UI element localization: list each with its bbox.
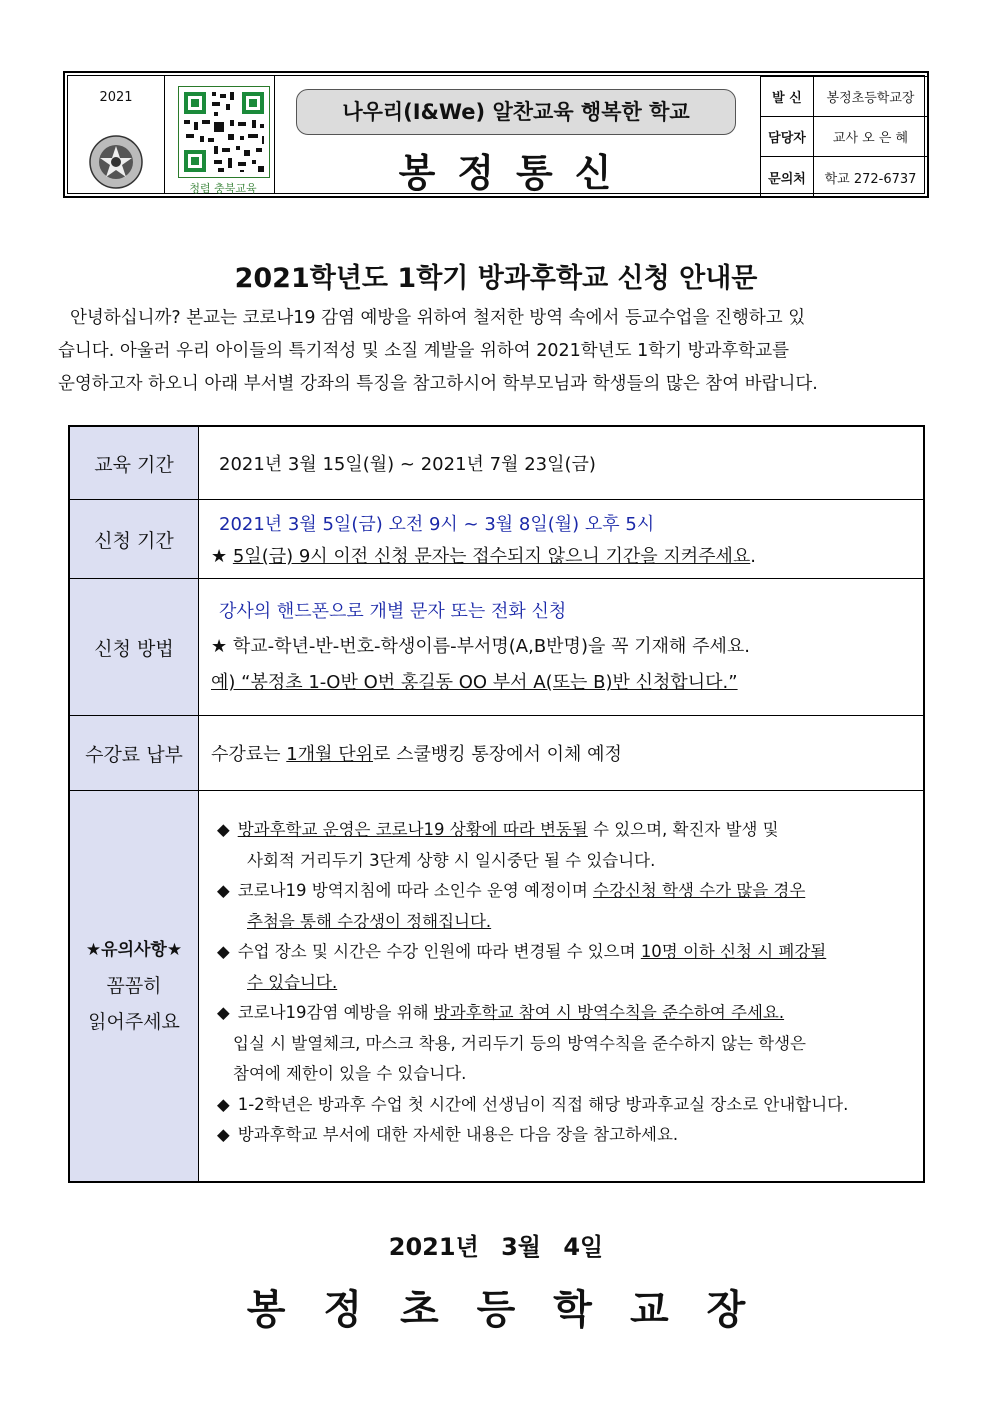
newsletter-title: 봉정통신 [398, 151, 634, 195]
note-item [217, 998, 992, 1029]
note-continuation: 입실 시 발열체크, 마스크 착용, 거리두기 등의 방역수칙을 준수하지 않는 학생은 [233, 1033, 806, 1053]
fee-payment-label: 수강료 납부 [70, 716, 199, 790]
newsletter-header [63, 71, 929, 198]
row-fee-payment [70, 716, 923, 791]
note-text: 사회적 거리두기 3단계 상향 시 일시중단 될 수 있습니다. [247, 850, 656, 870]
info-table [68, 425, 925, 1183]
apply-period-label: 신청 기간 [70, 500, 199, 578]
note-text: 1-2학년은 방과후 수업 첫 시간에 선생님이 직접 해당 방과후교실 장소로 안내합니다. [237, 1094, 849, 1114]
note-continuation [217, 968, 992, 999]
note-text: 추첨을 통해 수강생이 정해집니다. [247, 911, 492, 931]
intro-line: 습니다. 아울러 우리 아이들의 특기적성 및 소질 계발을 위하여 2021학년도 1학기 방과후학교를 [58, 341, 790, 361]
sender-value: 봉정초등학교장 [814, 77, 928, 117]
diamond-bullet-icon: ◆ [217, 881, 230, 900]
apply-method-label: 신청 방법 [70, 579, 199, 715]
contact-person-label: 담당자 [761, 117, 814, 157]
note-text: 수 있습니다. [247, 972, 338, 992]
note-item [217, 1090, 992, 1121]
note-item [217, 876, 992, 907]
sender-info-table [760, 76, 928, 198]
education-period-value: 2021년 3월 15일(월) ~ 2021년 7월 23일(금) [219, 454, 596, 475]
note-text: 방과후학교 참여 시 방역수칙을 준수하여 주세요. [433, 1003, 785, 1022]
notes-label [70, 791, 199, 1181]
intro-line: 운영하고자 하오니 아래 부서별 강좌의 특징을 참고하시어 학부모님과 학생들의 많은 참여 바랍니다. [58, 374, 818, 394]
principal-signature: 봉정초등학교장 [246, 1287, 784, 1333]
diamond-bullet-icon: ◆ [217, 1003, 230, 1022]
note-continuation [217, 907, 992, 938]
fee-unit: 1개월 단위 [286, 744, 374, 765]
inquiry-phone: 학교 272-6737 [814, 157, 928, 198]
note-text: 방과후학교 부서에 대한 자세한 내용은 다음 장을 참고하세요. [237, 1125, 679, 1144]
row-education-period [70, 427, 923, 500]
row-apply-period [70, 500, 923, 579]
sender-label: 발 신 [761, 77, 814, 117]
document-title: 2021학년도 1학기 방과후학교 신청 안내문 [234, 263, 758, 294]
note-text: 코로나19 방역지침에 따라 소인수 운영 예정이며 [237, 881, 594, 900]
apply-period-warning-text: 5일(금) 9시 이전 신청 문자는 접수되지 않으니 기간을 지켜주세요 [232, 546, 751, 567]
note-item [217, 937, 992, 968]
note-text: 수업 장소 및 시간은 수강 인원에 따라 변경될 수 있으며 [237, 942, 641, 961]
row-apply-method [70, 579, 923, 716]
note-text: 방과후학교 운영은 코로나19 상황에 따라 변동될 [237, 820, 588, 839]
document-date: 2021년 3월 4일 [388, 1233, 604, 1261]
diamond-bullet-icon: ◆ [217, 1125, 230, 1144]
education-period-label: 교육 기간 [70, 427, 199, 499]
note-text: 코로나19감염 예방을 위해 [237, 1003, 434, 1022]
note-continuation: 참여에 제한이 있을 수 있습니다. [233, 1064, 467, 1083]
note-text: 수강신청 학생 수가 많을 경우 [593, 881, 806, 900]
inquiry-label: 문의처 [761, 157, 814, 198]
apply-method-line: 강사의 핸드폰으로 개별 문자 또는 전화 신청 [219, 601, 567, 622]
row-notes [70, 791, 923, 1181]
apply-method-example: 예) “봉정초 1-O반 O번 홍길동 OO 부서 A(또는 B)반 신청합니다.” [211, 672, 738, 693]
apply-method-format: ★ 학교-학년-반-번호-학생이름-부서명(A,B반명)을 꼭 기재해 주세요. [211, 636, 750, 657]
apply-period-dates: 2021년 3월 5일(금) 오전 9시 ~ 3월 8일(월) 오후 5시 [219, 514, 655, 535]
intro-paragraph [58, 302, 936, 401]
note-continuation [217, 846, 992, 877]
diamond-bullet-icon: ◆ [217, 1094, 230, 1114]
notes-label-line: 꼼꼼히 [106, 975, 162, 997]
fee-payment-value: 수강료는 1개월 단위로 스쿨뱅킹 통장에서 이체 예정 [211, 744, 622, 765]
note-text: 10명 이하 신청 시 폐강될 [640, 942, 827, 961]
note-item [217, 1120, 992, 1151]
intro-line: 안녕하십니까? 본교는 코로나19 감염 예방을 위하여 철저한 방역 속에서 등교수업을 진행하고 있 [70, 308, 806, 328]
school-emblem-icon [88, 134, 144, 190]
diamond-bullet-icon: ◆ [217, 820, 230, 839]
qr-caption: 청렴 충북교육 [189, 182, 257, 195]
notes-label-line: 읽어주세요 [88, 1011, 180, 1033]
note-text: 수 있으며, 확진자 발생 및 [587, 820, 779, 839]
school-slogan: 나우리(I&We) 알찬교육 행복한 학교 [296, 89, 736, 135]
notes-list [217, 815, 992, 1151]
note-item [217, 815, 992, 846]
contact-person-value: 교사 오 은 혜 [814, 117, 928, 157]
diamond-bullet-icon: ◆ [217, 942, 230, 961]
notes-label-line: ★유의사항★ [85, 940, 183, 960]
qr-code-icon[interactable] [178, 86, 270, 178]
apply-period-warning: ★ 5일(금) 9시 이전 신청 문자는 접수되지 않으니 기간을 지켜주세요. [211, 546, 757, 567]
header-year: 2021 [99, 90, 133, 105]
